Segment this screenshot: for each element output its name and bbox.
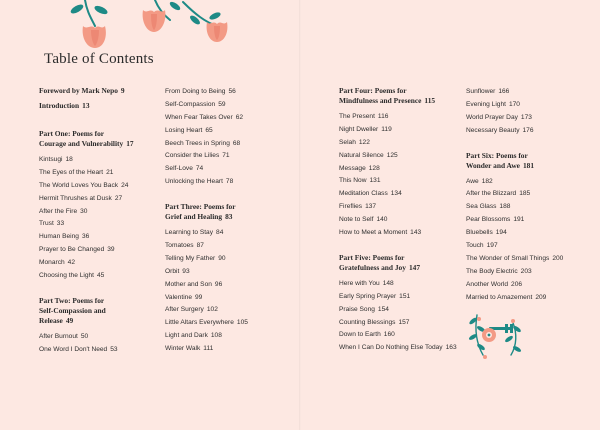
entry-title: Sea Glass: [466, 203, 497, 211]
toc-entry[interactable]: [466, 266, 586, 279]
toc-entry[interactable]: [165, 304, 283, 317]
toc-entry[interactable]: [39, 206, 157, 219]
entry-title: Orbit: [165, 267, 180, 275]
entry-title: Evening Light: [466, 100, 506, 108]
page-number: 83: [225, 212, 233, 222]
page-number: 45: [97, 272, 105, 280]
section-heading-text: Courage and Vulnerability: [39, 139, 124, 148]
page-number: 105: [236, 319, 248, 327]
page-number: 160: [383, 331, 395, 339]
toc-entry[interactable]: [466, 176, 586, 189]
page-number: 108: [210, 332, 222, 340]
page-number: 27: [114, 194, 123, 202]
entry-title: How to Meet a Moment: [339, 229, 408, 237]
entry-title: Trust: [39, 220, 54, 228]
page-number: 74: [195, 165, 204, 173]
toc-entry[interactable]: [165, 176, 283, 189]
entry-title: Telling My Father: [165, 254, 216, 262]
section-heading-text: Mindfulness and Presence: [339, 96, 422, 105]
section-heading-text: Release: [39, 315, 63, 325]
page-number: 59: [218, 100, 226, 108]
entry-title: One Word I Don't Need: [39, 345, 108, 353]
entry-title: Hermit Thrushes at Dusk: [39, 194, 112, 202]
toc-entry[interactable]: [466, 292, 586, 305]
entry-title: Pear Blossoms: [466, 216, 511, 224]
page-title: Table of Contents: [44, 51, 154, 67]
toc-entry[interactable]: [39, 218, 157, 231]
section-spacer: [165, 189, 283, 202]
entry-title: The Eyes of the Heart: [39, 168, 104, 176]
entry-title: Light and Dark: [165, 332, 208, 340]
page-number: 128: [368, 164, 380, 172]
page-number: 36: [81, 233, 90, 241]
toc-entry[interactable]: [39, 331, 157, 344]
toc-entry[interactable]: [339, 111, 459, 124]
entry-title: When Fear Takes Over: [165, 113, 233, 121]
page-number: 9: [120, 86, 125, 95]
entry-title: Losing Heart: [165, 126, 203, 134]
toc-entry[interactable]: [466, 99, 586, 112]
page-number: 209: [535, 293, 547, 301]
page-number: 148: [382, 279, 394, 287]
page-number: 206: [511, 280, 523, 288]
page-number: 200: [552, 254, 564, 262]
toc-entry[interactable]: [165, 343, 283, 356]
entry-title: Note to Self: [339, 216, 374, 224]
entry-title: The World Loves You Back: [39, 181, 119, 189]
toc-entry[interactable]: [466, 86, 586, 99]
toc-entry[interactable]: [339, 291, 459, 304]
entry-title: Unlocking the Heart: [165, 178, 223, 186]
toc-entry[interactable]: [339, 329, 459, 342]
page-number: 203: [520, 267, 532, 275]
page-number: 18: [65, 156, 73, 163]
page-number: 21: [106, 168, 114, 176]
section-heading-line: [39, 86, 157, 96]
entry-title: The Body Electric: [466, 267, 518, 275]
toc-entry[interactable]: [466, 279, 586, 292]
entry-title: Choosing the Light: [39, 272, 94, 280]
page-number: 71: [222, 152, 230, 160]
page-number: 137: [365, 203, 377, 211]
page-number: 42: [67, 259, 75, 267]
entry-title: Monarch: [39, 259, 65, 267]
section-heading-line: [39, 101, 157, 111]
page-number: 90: [218, 254, 226, 262]
toc-entry[interactable]: [39, 180, 157, 193]
entry-title: Winter Walk: [165, 345, 201, 353]
section-heading-line: Part One: Poems for: [39, 129, 105, 138]
page-number: 122: [358, 138, 370, 146]
toc-column-4: [466, 86, 586, 304]
page-number: 151: [399, 292, 411, 300]
page-number: 96: [214, 280, 223, 288]
toc-entry[interactable]: [466, 240, 586, 253]
toc-entry[interactable]: [165, 99, 283, 112]
page-number: 68: [232, 139, 241, 147]
toc-entry[interactable]: [165, 138, 283, 151]
entry-title: Prayer to Be Changed: [39, 246, 105, 254]
entry-title: Selah: [339, 138, 356, 146]
key-ornament-icon: [463, 307, 525, 363]
entry-title: The Present: [339, 113, 375, 120]
entry-title: Valentine: [165, 293, 193, 301]
page-number: 188: [499, 203, 511, 211]
entry-title: When I Can Do Nothing Else Today: [339, 344, 443, 352]
toc-entry[interactable]: [466, 253, 586, 266]
toc-entry[interactable]: [165, 112, 283, 125]
page-number: 65: [205, 126, 213, 134]
toc-entry[interactable]: [466, 112, 586, 125]
toc-entry[interactable]: [339, 304, 459, 317]
entry-title: Here with You: [339, 279, 380, 287]
page-number: 163: [445, 344, 457, 352]
toc-entry[interactable]: [165, 240, 283, 253]
section-heading-line: [339, 96, 459, 106]
toc-entry[interactable]: [165, 266, 283, 279]
toc-entry[interactable]: [466, 125, 586, 138]
page-number: 50: [80, 332, 89, 340]
entry-title: World Prayer Day: [466, 113, 518, 121]
entry-title: Self-Compassion: [165, 100, 216, 108]
page-number: 17: [126, 139, 134, 148]
entry-title: Meditation Class: [339, 190, 388, 198]
page-number: 93: [182, 267, 190, 275]
toc-entry[interactable]: [165, 279, 283, 292]
page-gutter: [299, 0, 301, 430]
entry-title: Necessary Beauty: [466, 126, 520, 134]
entry-title: Natural Silence: [339, 151, 384, 159]
page-number: 131: [369, 177, 381, 185]
section-heading-line: [339, 263, 459, 273]
page-number: 166: [498, 88, 510, 95]
page-number: 157: [398, 318, 410, 326]
entry-title: Kintsugi: [39, 156, 63, 163]
page-number: 140: [376, 216, 388, 224]
toc-entry[interactable]: [165, 330, 283, 343]
page-number: 53: [110, 345, 118, 353]
toc-entry[interactable]: [339, 227, 459, 240]
toc-entry[interactable]: [339, 175, 459, 188]
section-heading-line: [165, 212, 283, 222]
toc-entry[interactable]: [339, 188, 459, 201]
entry-title: After Burnout: [39, 332, 78, 340]
toc-entry[interactable]: [39, 344, 157, 357]
toc-column-2: [165, 86, 283, 356]
page-number: 56: [228, 88, 236, 95]
page-number: 194: [495, 229, 507, 237]
entry-title: Beech Trees in Spring: [165, 139, 230, 147]
section-heading-line: Part Four: Poems for: [339, 86, 407, 95]
page-number: 185: [519, 190, 531, 198]
toc-entry[interactable]: [339, 150, 459, 163]
entry-title: After Surgery: [165, 306, 204, 314]
page-number: 154: [377, 305, 389, 313]
entry-title: Self-Love: [165, 165, 193, 173]
section-heading[interactable]: [39, 86, 157, 96]
page-number: 84: [216, 229, 224, 237]
page-number: 143: [410, 229, 422, 237]
page-number: 176: [522, 126, 534, 134]
section-heading-line: Part Three: Poems for: [165, 202, 236, 212]
page-number: 39: [107, 246, 115, 254]
page-number: 99: [195, 293, 203, 301]
entry-title: Praise Song: [339, 305, 375, 313]
entry-title: Human Being: [39, 233, 79, 241]
toc-entry[interactable]: [39, 231, 157, 244]
entry-title: Learning to Stay: [165, 229, 214, 237]
section-heading-line: Part Six: Poems for: [466, 150, 528, 160]
section-heading-line: Part Two: Poems for: [39, 295, 105, 305]
entry-title: Married to Amazement: [466, 293, 533, 301]
entry-title: Touch: [466, 242, 484, 250]
toc-entry[interactable]: [39, 257, 157, 270]
entry-title: Message: [339, 164, 366, 172]
toc-entry[interactable]: [339, 214, 459, 227]
entry-title: Counting Blessings: [339, 318, 396, 326]
toc-entry[interactable]: [339, 124, 459, 137]
entry-title: Mother and Son: [165, 280, 212, 288]
toc-entry[interactable]: [339, 137, 459, 150]
page-number: 181: [522, 160, 535, 170]
section-heading[interactable]: [39, 296, 157, 326]
page-number: 78: [225, 178, 234, 186]
toc-entry[interactable]: [165, 163, 283, 176]
page-number: 197: [486, 242, 498, 250]
section-heading[interactable]: [339, 253, 459, 273]
page-number: 115: [424, 96, 436, 105]
toc-entry[interactable]: [165, 125, 283, 138]
page-number: 125: [386, 151, 398, 159]
page-number: 30: [80, 207, 88, 215]
section-heading-line: [39, 139, 157, 149]
entry-title: After the Blizzard: [466, 190, 517, 198]
entry-title: This Now: [339, 177, 367, 185]
page-number: 33: [56, 220, 65, 228]
section-spacer: [339, 240, 459, 253]
section-heading-line: Part Five: Poems for: [339, 252, 405, 262]
toc-entry[interactable]: [39, 167, 157, 180]
entry-title: The Wonder of Small Things: [466, 254, 550, 262]
toc-column-1: [39, 86, 157, 357]
entry-title: From Doing to Being: [165, 88, 226, 95]
section-heading[interactable]: [339, 86, 459, 106]
toc-entry[interactable]: [466, 214, 586, 227]
page-number: 182: [481, 177, 493, 185]
page-number: 24: [121, 181, 129, 189]
page-number: 191: [513, 216, 525, 224]
toc-entry[interactable]: [165, 253, 283, 266]
entry-title: Early Spring Prayer: [339, 292, 397, 300]
page-number: 119: [381, 125, 392, 133]
section-heading[interactable]: [165, 202, 283, 222]
toc-entry[interactable]: [466, 188, 586, 201]
entry-title: Bluebells: [466, 229, 493, 237]
section-spacer: [39, 116, 157, 129]
entry-title: Sunflower: [466, 88, 496, 95]
page-number: 62: [235, 113, 244, 121]
section-heading-text: Grief and Healing: [165, 212, 223, 222]
section-spacer: [466, 138, 586, 151]
entry-title: After the Fire: [39, 207, 78, 215]
entry-title: Little Altars Everywhere: [165, 319, 234, 327]
entry-title: Fireflies: [339, 203, 363, 211]
toc-entry[interactable]: [39, 193, 157, 206]
section-heading[interactable]: [466, 151, 586, 171]
toc-entry[interactable]: [165, 86, 283, 99]
toc-entry[interactable]: [39, 154, 157, 167]
section-heading[interactable]: [39, 129, 157, 149]
section-heading-line: [466, 161, 586, 171]
entry-title: Awe: [466, 177, 479, 185]
toc-entry[interactable]: [39, 270, 157, 283]
section-heading-line: [39, 316, 157, 326]
entry-title: Consider the Lilies: [165, 152, 220, 160]
section-heading[interactable]: [39, 101, 157, 111]
toc-entry[interactable]: [339, 201, 459, 214]
page-number: 13: [82, 101, 90, 110]
section-spacer: [39, 283, 157, 296]
section-heading-text: Gratefulness and Joy: [339, 262, 406, 272]
toc-column-3: [339, 86, 459, 355]
page-number: 111: [203, 345, 214, 353]
toc-entry[interactable]: [165, 317, 283, 330]
toc-entry[interactable]: [165, 150, 283, 163]
section-heading-text: Wonder and Awe: [466, 160, 520, 170]
section-heading-text: Introduction: [39, 101, 80, 110]
page-number: 102: [206, 306, 218, 314]
toc-entry[interactable]: [165, 227, 283, 240]
entry-title: Night Dweller: [339, 125, 379, 133]
toc-entry[interactable]: [339, 163, 459, 176]
toc-entry[interactable]: [466, 227, 586, 240]
page-number: 147: [408, 262, 421, 272]
page-number: 170: [508, 100, 520, 108]
entry-title: Tomatoes: [165, 242, 194, 250]
section-heading-line: Self-Compassion and: [39, 305, 106, 315]
toc-entry[interactable]: [339, 342, 459, 355]
toc-entry[interactable]: [466, 201, 586, 214]
page-number: 116: [377, 113, 389, 120]
page-number: 173: [520, 113, 532, 121]
entry-title: Down to Earth: [339, 331, 381, 339]
entry-title: Another World: [466, 280, 509, 288]
toc-entry[interactable]: [39, 244, 157, 257]
section-heading-text: Foreword by Mark Nepo: [39, 86, 118, 95]
toc-entry[interactable]: [339, 278, 459, 291]
page-number: 87: [196, 242, 204, 250]
toc-entry[interactable]: [339, 317, 459, 330]
toc-entry[interactable]: [165, 292, 283, 305]
page-number: 134: [390, 190, 402, 198]
page-number: 49: [65, 315, 74, 325]
